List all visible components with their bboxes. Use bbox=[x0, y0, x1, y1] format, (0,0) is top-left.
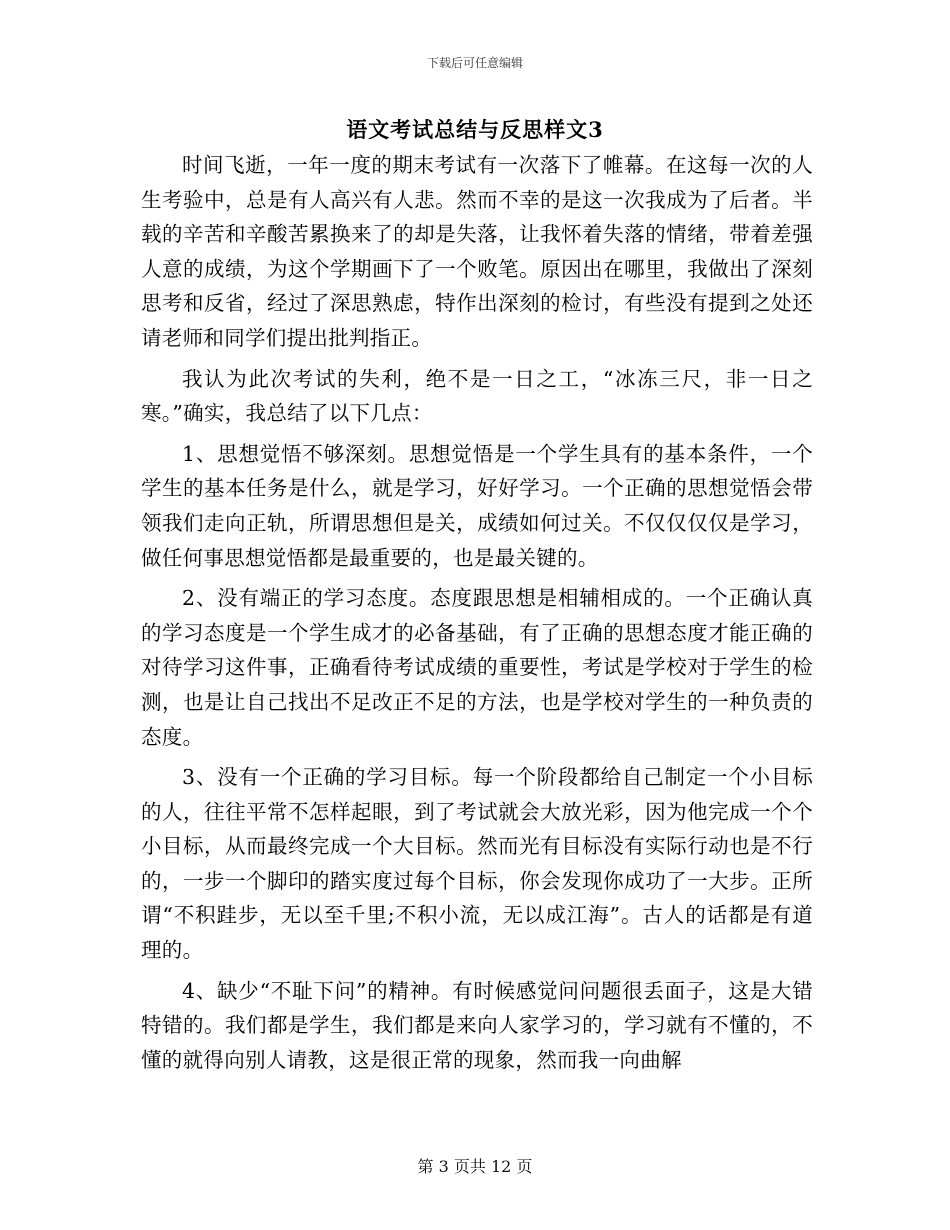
paragraph-point-2: 2、没有端正的学习态度。态度跟思想是相辅相成的。一个正确认真的学习态度是一个学生成才的必备基础，有了正确的思想态度才能正确的对待学习这件事，正确看待考试成绩的重要性，考试是学校对于学生的检测，也是让自己找出不足改正不足的方法，也是学校对学生的一种负责的态度。 bbox=[141, 586, 813, 749]
header-note: 下载后可任意编辑 bbox=[426, 56, 523, 70]
document-title: 语文考试总结与反思样文3 bbox=[346, 117, 604, 142]
paragraph-point-4: 4、缺少“不耻下问”的精神。有时候感觉问问题很丢面子，这是大错特错的。我们都是学生，我们都是来向人家学习的，学习就有不懂的，不懂的就得向别人请教，这是很正常的现象，然而我一向曲解 bbox=[141, 978, 813, 1072]
paragraph-intro: 时间飞逝，一年一度的期末考试有一次落下了帷幕。在这每一次的人生考验中，总是有人高兴有人悲。然而不幸的是这一次我成为了后者。半载的辛苦和辛酸苦累换来了的却是失落，让我怀着失落的情绪，带着差强人意的成绩，为这个学期画下了一个败笔。原因出在哪里，我做出了深刻思考和反省，经过了深思熟虑，特作出深刻的检讨，有些没有提到之处还请老师和同学们提出批判指正。 bbox=[141, 153, 813, 350]
paragraph-summary: 我认为此次考试的失利，绝不是一日之工，“冰冻三尺，非一日之寒。”确实，我总结了以下几点： bbox=[141, 366, 813, 426]
document-body bbox=[141, 148, 813, 1083]
paragraph-point-1: 1、思想觉悟不够深刻。思想觉悟是一个学生具有的基本条件，一个学生的基本任务是什么，就是学习，好好学习。一个正确的思想觉悟会带领我们走向正轨，所谓思想但是关，成绩如何过关。不仅仅仅仅是学习，做任何事思想觉悟都是最重要的，也是最关键的。 bbox=[141, 441, 813, 570]
page-number-footer: 第 3 页共 12 页 bbox=[417, 1157, 533, 1176]
paragraph-point-3: 3、没有一个正确的学习目标。每一个阶段都给自己制定一个小目标的人，往往平常不怎样起眼，到了考试就会大放光彩，因为他完成一个个小目标，从而最终完成一个大目标。然而光有目标没有实际行动也是不行的，一步一个脚印的踏实度过每个目标，你会发现你成功了一大步。正所谓“不积跬步，无以至千里;不积小流，无以成江海”。古人的话都是有道理的。 bbox=[141, 765, 813, 963]
